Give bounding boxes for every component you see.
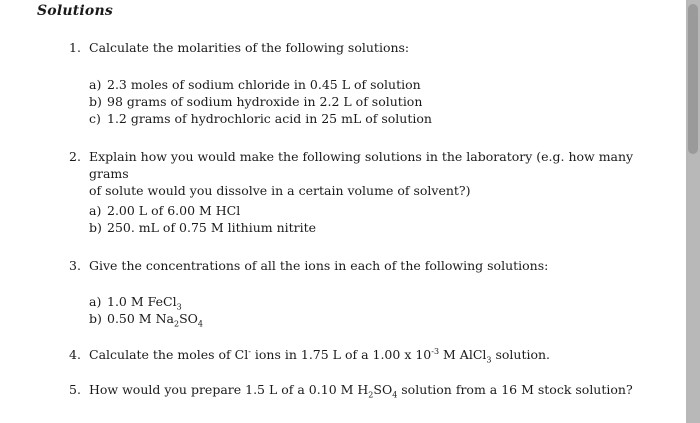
part-text: 0.50 M Na bbox=[107, 311, 174, 326]
question-number: 4. bbox=[69, 347, 81, 362]
part-label: b) bbox=[89, 220, 102, 235]
question-text: Calculate the molarities of the following solutions: bbox=[89, 40, 410, 55]
question-text-line-1: Explain how you would make the following solutions in the laboratory (e.g. how many grams bbox=[89, 149, 634, 181]
text-seg: ions in 1.75 L of a 1.00 x 10 bbox=[250, 347, 432, 362]
text-seg: solution from a 16 M stock solution? bbox=[397, 382, 633, 397]
question-text: Give the concentrations of all the ions in each of the following solutions: bbox=[89, 258, 549, 273]
question-number: 1. bbox=[69, 40, 81, 55]
subscript: 4 bbox=[197, 319, 203, 329]
question-2-part-b bbox=[89, 219, 316, 236]
question-text bbox=[89, 346, 654, 363]
question-number: 2. bbox=[69, 149, 81, 164]
vertical-scrollbar[interactable] bbox=[686, 0, 700, 423]
subscript: 3 bbox=[486, 355, 492, 365]
subscript: 4 bbox=[392, 390, 398, 400]
part-label: b) bbox=[89, 94, 102, 109]
question-3-part-b bbox=[89, 310, 203, 327]
part-label: c) bbox=[89, 111, 101, 126]
part-label: b) bbox=[89, 311, 102, 326]
part-label: a) bbox=[89, 294, 102, 309]
subscript: 2 bbox=[368, 390, 374, 400]
question-text-line-2: of solute would you dissolve in a certain volume of solvent?) bbox=[89, 183, 471, 198]
subscript: 2 bbox=[173, 319, 180, 329]
text-seg: How would you prepare 1.5 L of a 0.10 M H bbox=[89, 382, 369, 397]
text-seg: Calculate the moles of Cl bbox=[89, 347, 249, 362]
question-3-part-a bbox=[89, 293, 182, 310]
text-seg: solution. bbox=[491, 347, 551, 362]
question-1-part-c bbox=[89, 110, 432, 127]
superscript: - bbox=[248, 346, 251, 356]
page-title: Solutions bbox=[37, 3, 113, 19]
part-text: 1.2 grams of hydrochloric acid in 25 mL of solution bbox=[107, 111, 432, 126]
part-text: 2.00 L of 6.00 M HCl bbox=[107, 203, 241, 218]
part-label: a) bbox=[89, 203, 102, 218]
part-text: 1.0 M FeCl bbox=[107, 294, 177, 309]
question-1-part-a bbox=[89, 76, 421, 93]
part-text-cont: SO bbox=[179, 311, 198, 326]
question-text bbox=[89, 148, 654, 199]
text-seg: SO bbox=[373, 382, 393, 397]
question-number: 3. bbox=[69, 258, 81, 273]
question-number: 5. bbox=[69, 382, 81, 397]
question-1-part-b bbox=[89, 93, 422, 110]
scrollbar-thumb[interactable] bbox=[688, 4, 698, 154]
question-2-part-a bbox=[89, 202, 240, 219]
text-seg: M AlCl bbox=[439, 347, 487, 362]
part-text: 98 grams of sodium hydroxide in 2.2 L of solution bbox=[107, 94, 423, 109]
part-label: a) bbox=[89, 77, 102, 92]
subscript: 3 bbox=[176, 302, 182, 312]
part-text: 2.3 moles of sodium chloride in 0.45 L of solution bbox=[107, 77, 421, 92]
superscript: -3 bbox=[431, 346, 440, 356]
question-text bbox=[89, 381, 654, 398]
part-text: 250. mL of 0.75 M lithium nitrite bbox=[107, 220, 317, 235]
